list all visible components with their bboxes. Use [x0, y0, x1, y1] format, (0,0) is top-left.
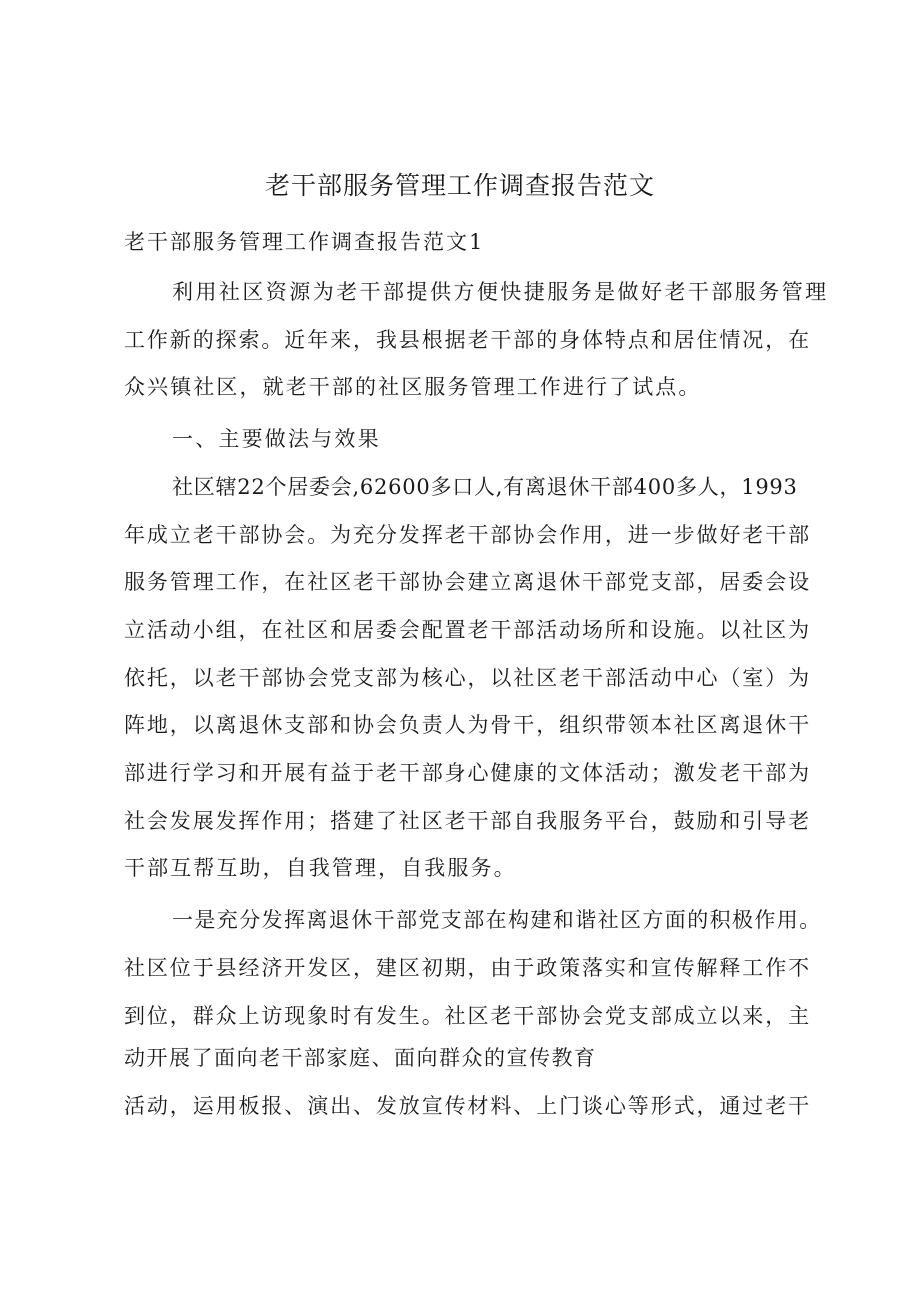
body-line-1: 利用社区资源为老干部提供方便快捷服务是做好老干部服务管理 [172, 280, 829, 304]
body-line-5: 社区辖22个居委会,62600多口人,有离退休干部400多人，1993 [172, 475, 798, 499]
body-line-11: 部进行学习和开展有益于老干部身心健康的文体活动；激发老干部为 [124, 761, 811, 785]
body-line-14: 一是充分发挥离退休干部党支部在构建和谐社区方面的积极作用。 [172, 908, 822, 932]
body-line-10: 阵地，以离退休支部和协会负责人为骨干，组织带领本社区离退休干 [124, 713, 811, 737]
section-heading: 一、主要做法与效果 [172, 427, 381, 451]
document-subtitle: 老干部服务管理工作调查报告范文1 [124, 230, 485, 254]
body-line-7: 服务管理工作，在社区老干部协会建立离退休干部党支部，居委会设 [124, 570, 811, 594]
body-line-6: 年成立老干部协会。为充分发挥老干部协会作用，进一步做好老干部 [124, 523, 811, 547]
body-line-2: 工作新的探索。近年来，我县根据老干部的身体特点和居住情况，在 [124, 328, 811, 352]
body-line-12: 社会发展发挥作用；搭建了社区老干部自我服务平台，鼓励和引导老 [124, 809, 811, 833]
body-line-15: 社区位于县经济开发区，建区初期，由于政策落实和宣传解释工作不 [124, 956, 811, 980]
body-line-16: 到位，群众上访现象时有发生。社区老干部协会党支部成立以来，主 [124, 1004, 811, 1028]
document-title: 老干部服务管理工作调查报告范文 [264, 171, 655, 200]
body-line-17: 动开展了面向老干部家庭、面向群众的宣传教育 [124, 1046, 597, 1070]
body-line-8: 立活动小组，在社区和居委会配置老干部活动场所和设施。以社区为 [124, 618, 811, 642]
body-line-18: 活动，运用板报、演出、发放宣传材料、上门谈心等形式，通过老干 [124, 1094, 811, 1118]
body-line-13: 干部互帮互助，自我管理，自我服务。 [124, 856, 517, 880]
body-line-3: 众兴镇社区，就老干部的社区服务管理工作进行了试点。 [124, 375, 702, 399]
body-line-9: 依托，以老干部协会党支部为核心，以社区老干部活动中心（室）为 [124, 666, 811, 690]
